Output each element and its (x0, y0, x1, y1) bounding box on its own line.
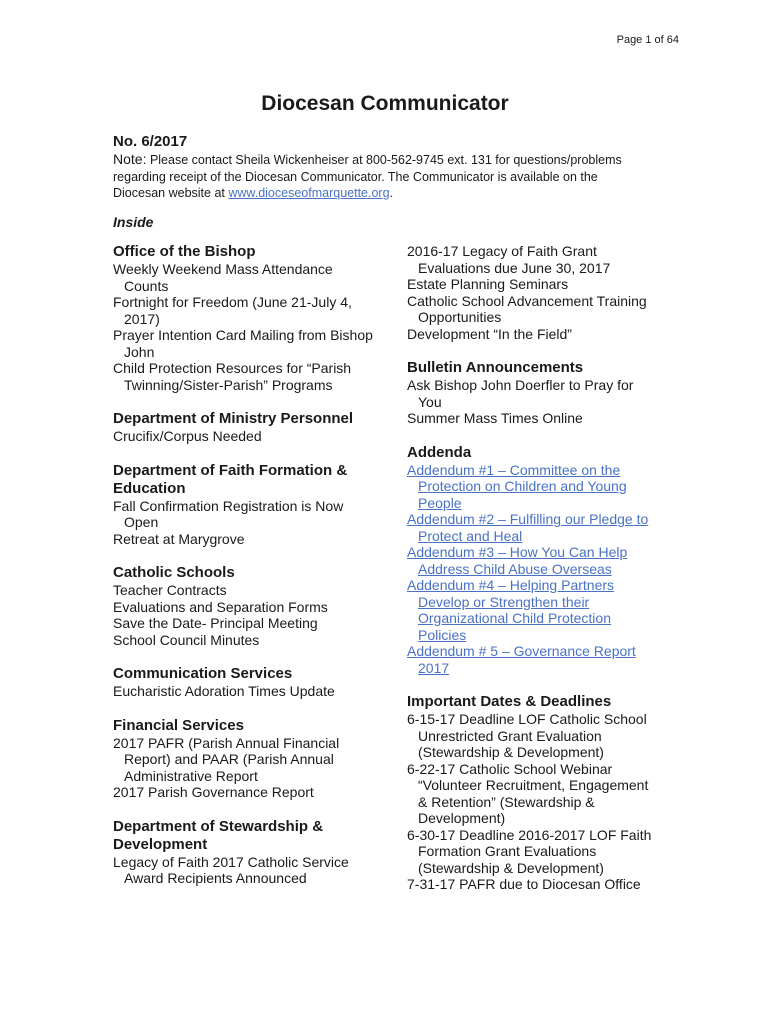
section-department-of-stewardship-development (113, 818, 373, 887)
addendum-item (407, 577, 657, 643)
section-catholic-schools (113, 564, 373, 648)
section-financial-services (113, 717, 373, 801)
section-item-list (113, 261, 373, 393)
toc-item: 6-22-17 Catholic School Webinar “Volunteer Recruitment, Engagement & Retention” (Stewardship & Development) (407, 760, 649, 826)
toc-item: 7-31-17 PAFR due to Diocesan Office (407, 876, 641, 892)
document-title: Diocesan Communicator (261, 92, 509, 115)
toc-item: Weekly Weekend Mass Attendance Counts (113, 261, 333, 294)
section-department-of-ministry-personnel (113, 410, 373, 445)
section-item-list (113, 683, 373, 700)
toc-item: 2016-17 Legacy of Faith Grant Evaluations due June 30, 2017 (407, 243, 611, 276)
section-heading: Department of Ministry Personnel (113, 410, 354, 427)
section-item-list (407, 462, 657, 677)
addendum-link[interactable]: Addendum #1 – Committee on the Protection on Children and Young People (407, 461, 627, 511)
toc-item: Development “In the Field” (407, 325, 572, 342)
toc-item: Legacy of Faith 2017 Catholic Service Award Recipients Announced (113, 853, 349, 886)
section-important-dates-deadlines (407, 693, 657, 893)
note-text: Please contact Sheila Wickenheiser at 800-562-9745 ext. 131 for questions/problems regarding receipt of the Diocesan Communicator. The Communicator is available on the Diocesan website at (113, 153, 622, 200)
toc-item: Fall Confirmation Registration is Now Open (113, 497, 344, 530)
addendum-link[interactable]: Addendum #2 – Fulfilling our Pledge to Protect and Heal (407, 511, 649, 544)
section-department-of-faith-formation-education (113, 462, 373, 548)
section-heading: Important Dates & Deadlines (407, 693, 612, 710)
toc-item: Evaluations and Separation Forms (113, 598, 328, 615)
toc-item: Eucharistic Adoration Times Update (113, 683, 335, 699)
section-heading: Communication Services (113, 665, 293, 682)
toc-item: Summer Mass Times Online (407, 410, 583, 426)
section-heading: Catholic Schools (113, 564, 235, 581)
toc-left-column (113, 243, 373, 904)
section-heading: Department of Faith Formation & Education (113, 461, 348, 497)
toc-item: Catholic School Advancement Training Opportunities (407, 292, 647, 325)
toc-item: 6-30-17 Deadline 2016-2017 LOF Faith Formation Grant Evaluations (Stewardship & Development) (407, 826, 652, 876)
section-item-list (113, 854, 373, 887)
section-heading: Bulletin Announcements (407, 359, 584, 376)
section-heading: Addenda (407, 443, 472, 461)
section-addenda (407, 444, 657, 677)
toc-item: 6-15-17 Deadline LOF Catholic School Unrestricted Grant Evaluation (Stewardship & Development) (407, 711, 647, 760)
toc-item: Ask Bishop John Doerfler to Pray for You (407, 377, 634, 410)
toc-item: Fortnight for Freedom (June 21-July 4, 2017) (113, 294, 352, 327)
toc-item: Estate Planning Seminars (407, 276, 569, 292)
addendum-item (407, 643, 657, 676)
toc-item: 2017 Parish Governance Report (113, 784, 314, 800)
note-text-end: . (389, 186, 394, 200)
contact-note (113, 151, 653, 202)
toc-item: School Council Minutes (113, 631, 260, 648)
toc-item: Prayer Intention Card Mailing from Bishop John (113, 327, 373, 360)
toc-item: Save the Date- Principal Meeting (113, 615, 318, 631)
section-heading: Office of the Bishop (113, 243, 256, 260)
section-office-of-the-bishop (113, 243, 373, 393)
section-item-list (407, 711, 657, 893)
section-item-list (113, 428, 373, 445)
issue-number: No. 6/2017 (113, 133, 188, 150)
inside-label: Inside (113, 214, 154, 230)
addendum-item (407, 462, 657, 512)
section-bulletin-announcements (407, 359, 657, 427)
toc-item: Retreat at Marygrove (113, 530, 245, 547)
addendum-item (407, 544, 657, 577)
toc-right-column (407, 243, 657, 910)
website-link[interactable]: www.dioceseofmarquette.org (228, 186, 390, 200)
section-communication-services (113, 665, 373, 700)
addendum-link[interactable]: Addendum # 5 – Governance Report 2017 (407, 643, 636, 676)
toc-item: Child Protection Resources for “Parish Twinning/Sister-Parish” Programs (113, 360, 352, 393)
section-item-list (113, 498, 373, 548)
addendum-link[interactable]: Addendum #4 – Helping Partners Develop or Strengthen their Organizational Child Protection Policies (407, 577, 615, 643)
section-heading: Financial Services (113, 716, 244, 734)
section-heading: Department of Stewardship & Development (113, 817, 324, 853)
note-label: Note: (113, 151, 147, 167)
section-item-list (407, 377, 657, 427)
section-continued (407, 243, 657, 342)
toc-item: Teacher Contracts (113, 582, 227, 598)
toc-item: 2017 PAFR (Parish Annual Financial Report) and PAAR (Parish Annual Administrative Report (113, 734, 340, 784)
addendum-link[interactable]: Addendum #3 – How You Can Help Address Child Abuse Overseas (407, 544, 628, 577)
page-number: Page 1 of 64 (616, 34, 679, 46)
addendum-item (407, 511, 657, 544)
toc-item: Crucifix/Corpus Needed (113, 428, 262, 444)
section-item-list (407, 243, 657, 342)
section-item-list (113, 582, 373, 648)
section-item-list (113, 735, 373, 801)
